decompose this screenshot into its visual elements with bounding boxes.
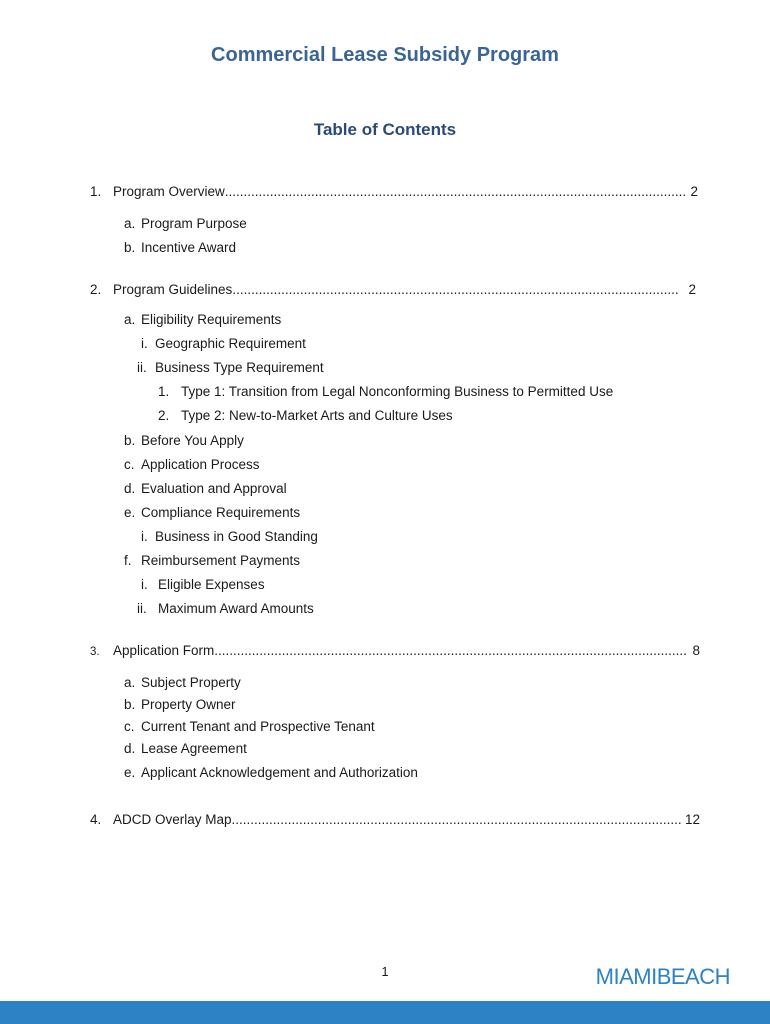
toc-subentry[interactable]: [124, 719, 375, 734]
toc-entry-label: ADCD Overlay Map: [113, 812, 232, 827]
subentry-label: Applicant Acknowledgement and Authorization: [141, 765, 418, 780]
subentry-marker: ii.: [137, 601, 147, 616]
toc-subentry[interactable]: [124, 312, 281, 327]
toc-subentry[interactable]: [137, 360, 324, 375]
subentry-label: Eligibility Requirements: [141, 312, 282, 327]
subentry-label: Subject Property: [141, 675, 241, 690]
subentry-marker: i.: [141, 577, 148, 592]
toc-subentry[interactable]: [124, 765, 418, 780]
subentry-label: Evaluation and Approval: [141, 481, 287, 496]
toc-entry-application-form[interactable]: [90, 643, 700, 658]
toc-subentry[interactable]: [141, 529, 318, 544]
subentry-label: Program Purpose: [141, 216, 247, 231]
toc-entry-page: 12: [684, 812, 700, 827]
subentry-marker: a.: [124, 312, 136, 327]
toc-subentry[interactable]: [124, 433, 244, 448]
toc-subentry[interactable]: [158, 384, 613, 399]
subentry-label: Incentive Award: [141, 240, 237, 255]
subentry-label: Lease Agreement: [141, 741, 247, 756]
subentry-marker: a.: [124, 675, 136, 690]
subentry-marker: c.: [124, 719, 135, 734]
subentry-marker: 2.: [158, 408, 170, 423]
toc-entry-number: 2.: [90, 282, 102, 297]
subentry-marker: f.: [124, 553, 132, 568]
toc-subentry[interactable]: [124, 741, 247, 756]
toc-subentry[interactable]: [158, 408, 453, 423]
subentry-label: Current Tenant and Prospective Tenant: [141, 719, 375, 734]
toc-entry-page: 8: [692, 643, 700, 658]
subentry-marker: d.: [124, 481, 136, 496]
toc-subentry[interactable]: [124, 553, 300, 568]
subentry-label: Business in Good Standing: [155, 529, 318, 544]
subentry-label: Type 1: Transition from Legal Nonconforming Business to Permitted Use: [181, 384, 614, 399]
toc-entry-number: 3.: [90, 646, 100, 658]
subentry-marker: e.: [124, 765, 136, 780]
subentry-marker: b.: [124, 697, 136, 712]
toc-subentry[interactable]: [141, 336, 306, 351]
subentry-label: Geographic Requirement: [155, 336, 306, 351]
toc-subentry[interactable]: [124, 505, 300, 520]
subentry-marker: a.: [124, 216, 136, 231]
toc-entry-label: Program Overview: [113, 184, 225, 199]
document-title: Commercial Lease Subsidy Program: [211, 44, 559, 66]
dot-leader: [214, 643, 688, 658]
dot-leader: [232, 812, 681, 827]
toc-entry-adcd-overlay-map[interactable]: [90, 812, 700, 827]
toc-subentry[interactable]: [124, 216, 247, 231]
subentry-label: Maximum Award Amounts: [158, 601, 314, 616]
toc-entry-number: 4.: [90, 812, 102, 827]
subentry-marker: b.: [124, 433, 136, 448]
toc-entry-page: 2: [688, 282, 696, 297]
subentry-marker: 1.: [158, 384, 170, 399]
dot-leader: [232, 282, 678, 297]
logo-text-miami: MIAMI: [595, 964, 657, 989]
toc-entry-number: 1.: [90, 184, 102, 199]
subentry-label: Eligible Expenses: [158, 577, 265, 592]
subentry-label: Type 2: New-to-Market Arts and Culture Uses: [181, 408, 453, 423]
toc-subentry[interactable]: [124, 675, 241, 690]
toc-subentry[interactable]: [141, 577, 265, 592]
toc-subentry[interactable]: [124, 481, 287, 496]
subentry-marker: d.: [124, 741, 136, 756]
page-number: 1: [381, 964, 389, 979]
subentry-marker: ii.: [137, 360, 147, 375]
subentry-label: Property Owner: [141, 697, 236, 712]
subentry-marker: c.: [124, 457, 135, 472]
subentry-marker: b.: [124, 240, 136, 255]
dot-leader: [225, 184, 687, 199]
footer-brand-bar: [0, 1001, 770, 1024]
toc-entry-label: Program Guidelines: [113, 282, 233, 297]
logo-text-beach: BEACH: [656, 964, 730, 989]
toc-entry-program-guidelines[interactable]: [90, 282, 696, 297]
subentry-marker: i.: [141, 336, 148, 351]
subentry-label: Before You Apply: [141, 433, 244, 448]
miami-beach-logo: [596, 964, 730, 990]
toc-subentry[interactable]: [124, 457, 260, 472]
subentry-marker: i.: [141, 529, 148, 544]
toc-entry-label: Application Form: [113, 643, 215, 658]
toc-subentry[interactable]: [124, 240, 236, 255]
toc-entry-page: 2: [690, 184, 698, 199]
subentry-label: Business Type Requirement: [155, 360, 324, 375]
subentry-label: Application Process: [141, 457, 260, 472]
toc-subentry[interactable]: [137, 601, 314, 616]
subentry-label: Reimbursement Payments: [141, 553, 301, 568]
toc-heading: Table of Contents: [313, 120, 457, 139]
toc-entry-program-overview[interactable]: [90, 184, 698, 199]
toc-subentry[interactable]: [124, 697, 236, 712]
subentry-label: Compliance Requirements: [141, 505, 301, 520]
subentry-marker: e.: [124, 505, 136, 520]
